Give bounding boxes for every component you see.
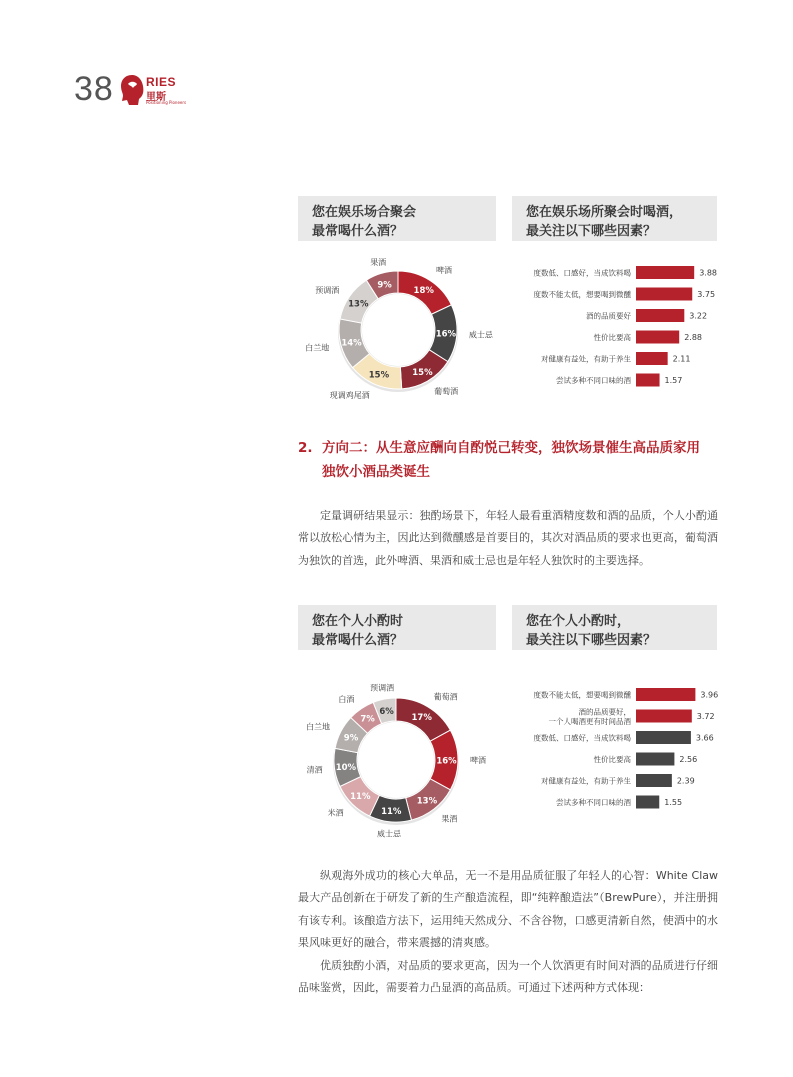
bar	[636, 288, 692, 301]
bar-category-label: 度数低、口感好，当成饮料喝	[533, 733, 631, 743]
slice-category-label: 果酒	[370, 257, 387, 267]
panel-title-line: 最常喝什么酒？	[312, 224, 404, 239]
body-paragraph-1	[298, 505, 718, 572]
bar	[636, 688, 695, 701]
bar	[636, 374, 660, 387]
paragraph-text: 优质独酌小酒，对品质的要求更高，因为一个人饮酒更有时间对酒的品质进行仔细品味鉴赏，因此，需要着力凸显酒的高品质。可通过下述两种方式体现：	[298, 958, 718, 995]
bar-value-label: 2.56	[679, 755, 698, 764]
bar-value-label: 3.66	[695, 733, 714, 743]
slice-value-label: 9%	[343, 733, 359, 744]
bar-value-label: 3.22	[689, 311, 708, 321]
slice-category-label: 预调酒	[315, 286, 340, 296]
slice-category-label: 啤酒	[436, 266, 453, 276]
donut-chart-solo-drinks	[298, 672, 498, 842]
section-number: 2.	[298, 440, 313, 456]
bar	[636, 796, 659, 809]
bar-category-label: 性价比要高	[593, 333, 631, 342]
bar	[636, 352, 668, 365]
bar	[636, 309, 684, 322]
panel-title-party-drinks	[298, 196, 496, 241]
slice-value-label: 15%	[412, 367, 433, 378]
logo-tagline: Positioning Pioneers	[146, 100, 187, 105]
head-profile-icon	[120, 74, 144, 106]
donut-hole	[358, 722, 434, 798]
bar	[636, 774, 672, 787]
slice-value-label: 7%	[360, 714, 375, 725]
slice-category-label: 葡萄酒	[434, 387, 459, 397]
bar-category-label: 一个人喝酒更有时间品酒	[548, 716, 631, 726]
bar-value-label: 3.88	[699, 268, 718, 278]
section-heading-line2: 独饮小酒品类诞生	[322, 464, 430, 480]
panel-title-line: 最关注以下哪些因素？	[526, 224, 657, 239]
slice-category-label: 白兰地	[305, 343, 330, 353]
slice-value-label: 6%	[379, 706, 394, 717]
ries-logo	[120, 72, 200, 112]
panel-title-line: 您在娱乐场所聚会时喝酒，	[526, 205, 683, 220]
bar-value-label: 3.72	[696, 712, 715, 721]
bar-value-label: 3.96	[700, 690, 719, 700]
bar-category-label: 酒的品质要好	[586, 311, 631, 321]
bar-category-label: 性价比要高	[593, 755, 631, 764]
bar-value-label: 2.88	[684, 333, 703, 342]
panel-title-line: 您在娱乐场合聚会	[312, 205, 417, 220]
donut-chart-party-drinks	[298, 252, 498, 412]
bar	[636, 753, 674, 766]
panel-title-line: 您在个人小酌时	[312, 614, 404, 629]
bar-value-label: 2.39	[676, 776, 695, 786]
slice-value-label: 13%	[348, 299, 369, 310]
panel-title-line: 最常喝什么酒？	[312, 633, 404, 648]
logo-chinese: 里斯	[146, 92, 166, 103]
bar-value-label: 2.11	[672, 354, 691, 364]
bar	[636, 266, 694, 279]
bar-category-label: 度数不能太低，想要喝到微醺	[533, 690, 631, 700]
slice-value-label: 11%	[350, 792, 371, 803]
slice-category-label: 果酒	[441, 814, 458, 824]
slice-category-label: 米酒	[327, 808, 344, 818]
bar-category-label: 度数低、口感好，当成饮料喝	[533, 268, 631, 278]
slice-category-label: 啤酒	[470, 756, 486, 765]
panel-title-solo-factors	[512, 605, 717, 650]
bar-value-label: 1.55	[664, 798, 683, 807]
slice-category-label: 清酒	[306, 765, 323, 775]
slice-value-label: 16%	[436, 756, 457, 767]
slice-value-label: 11%	[381, 806, 402, 817]
slice-category-label: 白酒	[338, 694, 355, 704]
slice-value-label: 15%	[368, 370, 390, 381]
bar-category-label: 度数不能太低，想要喝到微醺	[533, 290, 631, 299]
panel-title-solo-drinks	[298, 605, 496, 650]
bar	[636, 710, 692, 723]
slice-category-label: 现调鸡尾酒	[329, 391, 370, 401]
slice-category-label: 葡萄酒	[433, 692, 458, 702]
section-heading-line1: 方向二：从生意应酬向自酌悦己转变，独饮场景催生高品质家用	[322, 440, 700, 456]
bar-category-label: 尝试多种不同口味的酒	[556, 798, 631, 807]
slice-value-label: 17%	[411, 713, 432, 724]
section-heading	[298, 436, 738, 484]
slice-value-label: 14%	[341, 338, 362, 349]
slice-value-label: 10%	[335, 762, 357, 773]
bar-value-label: 3.75	[697, 290, 716, 299]
slice-category-label: 威士忌	[468, 330, 493, 340]
panel-title-line: 最关注以下哪些因素？	[526, 633, 657, 648]
bar-chart-solo-factors	[512, 682, 722, 822]
slice-value-label: 13%	[416, 796, 438, 807]
body-paragraphs-lower	[298, 865, 718, 999]
slice-category-label: 白兰地	[306, 722, 331, 732]
bar-category-label: 对健康有益处，有助于养生	[541, 776, 631, 786]
paragraph-text: 纵观海外成功的核心大单品，无一不是用品质征服了年轻人的心智：White Claw最大产品创新在于研发了新的生产酿造流程，即“纯粹酿造法”（BrewPure），并注册拥有该专利。该酿造方法下，运用纯天然成分、不含谷物，口感更清新自然，使酒中的水果风味更好的融合，带来震撼的清爽感。	[298, 869, 718, 950]
slice-value-label: 9%	[377, 280, 392, 291]
slice-value-label: 18%	[413, 285, 434, 296]
bar	[636, 731, 691, 744]
bar-category-label: 对健康有益处，有助于养生	[541, 354, 631, 364]
bar-category-label: 酒的品质要好，	[578, 707, 631, 717]
slice-category-label: 预调酒	[370, 683, 395, 693]
bar	[636, 331, 679, 344]
slice-value-label: 16%	[435, 329, 457, 340]
panel-title-party-factors	[512, 196, 717, 241]
bar-value-label: 1.57	[664, 376, 683, 385]
page-number: 38	[74, 70, 114, 108]
panel-title-line: 您在个人小酌时，	[526, 614, 631, 629]
logo-brand: RIES	[146, 75, 177, 89]
paragraph-text: 定量调研结果显示：独酌场景下，年轻人最看重酒精度数和酒的品质，个人小酌通常以放松心情为主，因此达到微醺感是首要目的，其次对酒品质的要求也更高，葡萄酒为独饮的首选，此外啤酒、果酒和威士忌也是年轻人独饮时的主要选择。	[298, 509, 718, 567]
bar-category-label: 尝试多种不同口味的酒	[556, 376, 631, 385]
donut-hole	[362, 294, 434, 366]
bar-chart-party-factors	[512, 260, 722, 400]
slice-category-label: 威士忌	[377, 829, 402, 839]
